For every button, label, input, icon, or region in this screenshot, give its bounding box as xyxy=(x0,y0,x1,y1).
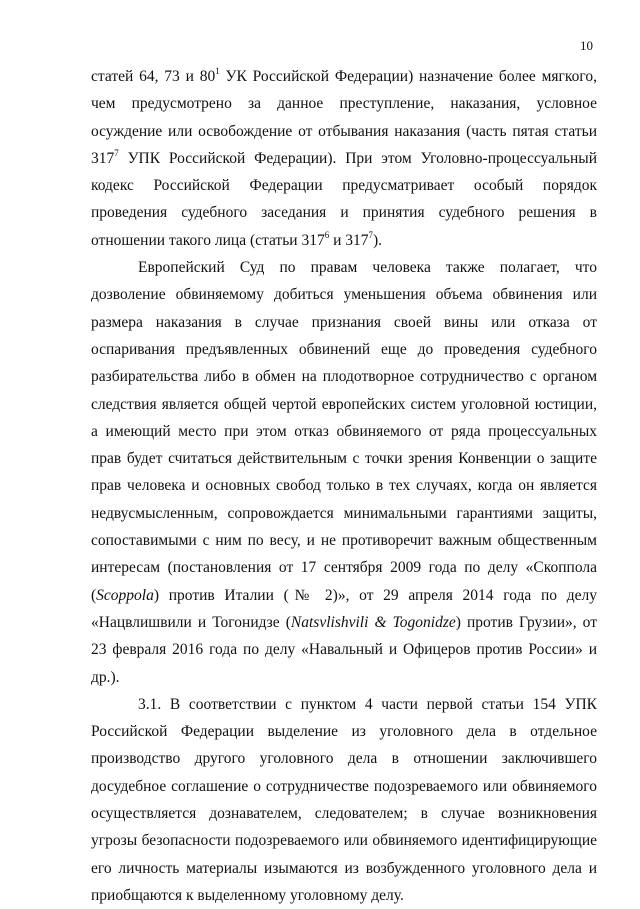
superscript: 7 xyxy=(368,229,373,240)
document-body xyxy=(91,63,597,909)
paragraph xyxy=(91,63,597,254)
italic-text: Natsvlishvili & Togonidze xyxy=(290,613,456,631)
text-run: и 317 xyxy=(329,231,369,249)
superscript: 1 xyxy=(215,65,220,76)
text-run: ) против Грузии», от 23 февраля 2016 года по делу «Навальный и Офицеров против России» и др.). xyxy=(91,613,597,686)
paragraph xyxy=(91,691,597,909)
text-run: 3.1. В соответствии с пунктом 4 части первой статьи 154 УПК Российской Федерации выделение из уголовного дела в отдельное производство другого уголовного дела в отношении заключившего досудебное соглашение о сотрудничестве подозреваемого или обвиняемого осуществляется дознавателем, следователем; в случае возникновения угрозы безопасности подозреваемого или обвиняемого идентифицирующие его личность материалы изымаются из возбужденного уголовного дела и приобщаются к выделенному уголовному делу. xyxy=(91,695,597,904)
text-run: Европейский Суд по правам человека также полагает, что дозволение обвиняемому добиться уменьшения объема обвинения или размера наказания в случае признания своей вины или отказа от оспаривания предъявленных обвинений еще до проведения судебного разбирательства либо в обмен на плодотворное сотрудничество с органом следствия является общей чертой европейских систем уголовной юстиции, а имеющий место при этом отказ обвиняемого от ряда процессуальных прав будет считаться действительным с точки зрения Конвенции о защите прав человека и основных свобод только в тех случаях, когда он является недвусмысленным, сопровождается минимальными гарантиями защиты, сопоставимыми с ним по весу, и не противоречит важным общественным интересам (постановления от 17 сентября 2009 года по делу «Скоппола ( xyxy=(91,259,597,604)
text-run: УПК Российской Федерации). При этом Уголовно-процессуальный кодекс Российской Федерации предусматривает особый порядок проведения судебного заседания и принятия судебного решения в отношении такого лица (статьи 317 xyxy=(91,149,597,249)
italic-text: Scoppola xyxy=(96,586,154,604)
superscript: 6 xyxy=(324,229,330,240)
page-number: 10 xyxy=(580,38,593,53)
text-run: ) против Италии (№ 2)», от 29 апреля 2014 года по делу «Нацвлишвили и Тогонидзе ( xyxy=(91,586,597,631)
text-run: ). xyxy=(373,231,383,249)
text-run: УК Российской Федерации) назначение более мягкого, чем предусмотрено за данное преступление, наказания, условное осуждение или освобождение от отбывания наказания (часть пятая статьи 317 xyxy=(91,68,597,167)
text-run: статей 64, 73 и 80 xyxy=(91,68,216,85)
paragraph xyxy=(91,254,597,691)
superscript: 7 xyxy=(114,147,119,158)
